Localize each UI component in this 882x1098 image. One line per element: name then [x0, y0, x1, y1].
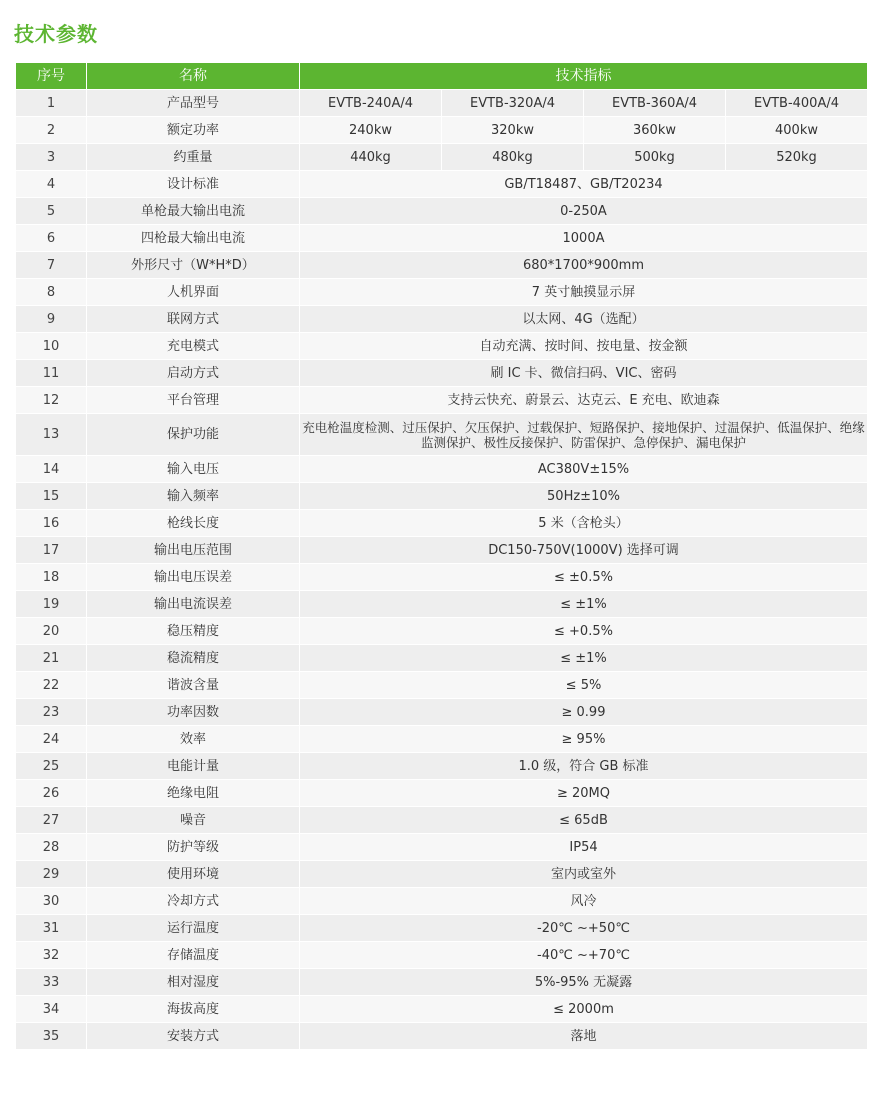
row-name: 稳流精度 — [87, 645, 300, 672]
row-name: 谐波含量 — [87, 672, 300, 699]
table-row — [16, 807, 868, 834]
row-name: 电能计量 — [87, 753, 300, 780]
table-row — [16, 564, 868, 591]
row-value: 5%-95% 无凝露 — [300, 969, 868, 996]
table-row — [16, 306, 868, 333]
table-row — [16, 618, 868, 645]
row-index: 12 — [16, 387, 87, 414]
row-value: 支持云快充、蔚景云、达克云、E 充电、欧迪森 — [300, 387, 868, 414]
page-title: 技术参数 — [14, 22, 98, 46]
row-value: 1000A — [300, 225, 868, 252]
row-name: 使用环境 — [87, 861, 300, 888]
row-value: -40℃ ~+70℃ — [300, 942, 868, 969]
row-name: 输出电流误差 — [87, 591, 300, 618]
row-index: 22 — [16, 672, 87, 699]
row-value: ≤ 5% — [300, 672, 868, 699]
row-name: 绝缘电阻 — [87, 780, 300, 807]
table-row — [16, 360, 868, 387]
row-index: 32 — [16, 942, 87, 969]
row-value: ≤ ±0.5% — [300, 564, 868, 591]
row-index: 2 — [16, 117, 87, 144]
row-name: 保护功能 — [87, 414, 300, 456]
table-row — [16, 90, 868, 117]
row-name: 约重量 — [87, 144, 300, 171]
row-name: 海拔高度 — [87, 996, 300, 1023]
row-name: 安装方式 — [87, 1023, 300, 1050]
table-header — [16, 63, 868, 90]
row-index: 29 — [16, 861, 87, 888]
row-index: 34 — [16, 996, 87, 1023]
table-row — [16, 510, 868, 537]
row-value: EVTB-360A/4 — [584, 90, 726, 117]
row-index: 35 — [16, 1023, 87, 1050]
spec-table — [15, 62, 868, 1050]
row-name: 枪线长度 — [87, 510, 300, 537]
row-index: 17 — [16, 537, 87, 564]
row-value: 充电枪温度检测、过压保护、欠压保护、过载保护、短路保护、接地保护、过温保护、低温保护、绝缘监测保护、极性反接保护、防雷保护、急停保护、漏电保护 — [300, 414, 868, 456]
row-value: ≥ 95% — [300, 726, 868, 753]
row-name: 额定功率 — [87, 117, 300, 144]
row-index: 25 — [16, 753, 87, 780]
row-index: 28 — [16, 834, 87, 861]
row-value: EVTB-400A/4 — [726, 90, 868, 117]
row-index: 30 — [16, 888, 87, 915]
row-name: 输出电压误差 — [87, 564, 300, 591]
row-name: 产品型号 — [87, 90, 300, 117]
row-value: 680*1700*900mm — [300, 252, 868, 279]
row-index: 3 — [16, 144, 87, 171]
row-index: 21 — [16, 645, 87, 672]
row-value: 240kw — [300, 117, 442, 144]
table-body — [16, 90, 868, 1050]
table-row — [16, 1023, 868, 1050]
row-value: 自动充满、按时间、按电量、按金额 — [300, 333, 868, 360]
row-index: 33 — [16, 969, 87, 996]
row-value: 7 英寸触摸显示屏 — [300, 279, 868, 306]
row-value: 360kw — [584, 117, 726, 144]
row-index: 24 — [16, 726, 87, 753]
table-row — [16, 414, 868, 456]
table-row — [16, 969, 868, 996]
row-name: 冷却方式 — [87, 888, 300, 915]
row-index: 20 — [16, 618, 87, 645]
row-name: 输入频率 — [87, 483, 300, 510]
row-name: 稳压精度 — [87, 618, 300, 645]
table-row — [16, 171, 868, 198]
row-value: AC380V±15% — [300, 456, 868, 483]
row-name: 单枪最大输出电流 — [87, 198, 300, 225]
row-name: 外形尺寸（W*H*D） — [87, 252, 300, 279]
row-index: 9 — [16, 306, 87, 333]
row-index: 15 — [16, 483, 87, 510]
row-index: 14 — [16, 456, 87, 483]
table-row — [16, 198, 868, 225]
row-value: ≤ ±1% — [300, 591, 868, 618]
table-row — [16, 672, 868, 699]
row-value: 0-250A — [300, 198, 868, 225]
header-index: 序号 — [16, 63, 87, 90]
table-row — [16, 861, 868, 888]
table-row — [16, 942, 868, 969]
row-name: 存储温度 — [87, 942, 300, 969]
row-name: 功率因数 — [87, 699, 300, 726]
row-value: 5 米（含枪头） — [300, 510, 868, 537]
table-row — [16, 537, 868, 564]
table-row — [16, 699, 868, 726]
row-name: 联网方式 — [87, 306, 300, 333]
row-value: ≤ 65dB — [300, 807, 868, 834]
row-name: 四枪最大输出电流 — [87, 225, 300, 252]
row-index: 8 — [16, 279, 87, 306]
row-index: 18 — [16, 564, 87, 591]
row-value: 320kw — [442, 117, 584, 144]
row-index: 13 — [16, 414, 87, 456]
row-value: -20℃ ~+50℃ — [300, 915, 868, 942]
row-value: 400kw — [726, 117, 868, 144]
table-row — [16, 117, 868, 144]
row-value: 480kg — [442, 144, 584, 171]
row-value: EVTB-240A/4 — [300, 90, 442, 117]
header-name: 名称 — [87, 63, 300, 90]
row-value: ≤ ±1% — [300, 645, 868, 672]
row-index: 1 — [16, 90, 87, 117]
table-row — [16, 387, 868, 414]
row-index: 4 — [16, 171, 87, 198]
row-value: 以太网、4G（选配） — [300, 306, 868, 333]
row-name: 噪音 — [87, 807, 300, 834]
row-value: ≤ +0.5% — [300, 618, 868, 645]
table-row — [16, 996, 868, 1023]
table-row — [16, 726, 868, 753]
row-value: 落地 — [300, 1023, 868, 1050]
row-index: 7 — [16, 252, 87, 279]
row-value: 500kg — [584, 144, 726, 171]
row-index: 27 — [16, 807, 87, 834]
row-value: 440kg — [300, 144, 442, 171]
table-row — [16, 645, 868, 672]
row-value: 1.0 级，符合 GB 标准 — [300, 753, 868, 780]
table-row — [16, 915, 868, 942]
row-value: 室内或室外 — [300, 861, 868, 888]
row-index: 23 — [16, 699, 87, 726]
row-value: ≥ 0.99 — [300, 699, 868, 726]
row-index: 26 — [16, 780, 87, 807]
row-index: 16 — [16, 510, 87, 537]
row-index: 11 — [16, 360, 87, 387]
row-index: 6 — [16, 225, 87, 252]
table-row — [16, 888, 868, 915]
row-name: 运行温度 — [87, 915, 300, 942]
row-name: 启动方式 — [87, 360, 300, 387]
row-index: 31 — [16, 915, 87, 942]
table-row — [16, 279, 868, 306]
table-row — [16, 753, 868, 780]
row-value: ≤ 2000m — [300, 996, 868, 1023]
header-spec: 技术指标 — [300, 63, 868, 90]
row-value: 风冷 — [300, 888, 868, 915]
row-value: DC150-750V(1000V) 选择可调 — [300, 537, 868, 564]
row-name: 人机界面 — [87, 279, 300, 306]
table-row — [16, 144, 868, 171]
table-row — [16, 780, 868, 807]
row-index: 5 — [16, 198, 87, 225]
table-row — [16, 456, 868, 483]
row-value: 50Hz±10% — [300, 483, 868, 510]
row-name: 输出电压范围 — [87, 537, 300, 564]
row-value: IP54 — [300, 834, 868, 861]
table-row — [16, 252, 868, 279]
row-name: 相对湿度 — [87, 969, 300, 996]
row-name: 充电模式 — [87, 333, 300, 360]
row-value: 520kg — [726, 144, 868, 171]
row-name: 效率 — [87, 726, 300, 753]
table-row — [16, 591, 868, 618]
row-name: 防护等级 — [87, 834, 300, 861]
row-value: 刷 IC 卡、微信扫码、VIC、密码 — [300, 360, 868, 387]
row-value: GB/T18487、GB/T20234 — [300, 171, 868, 198]
row-index: 10 — [16, 333, 87, 360]
row-value: EVTB-320A/4 — [442, 90, 584, 117]
row-value: ≥ 20MQ — [300, 780, 868, 807]
row-name: 平台管理 — [87, 387, 300, 414]
row-name: 输入电压 — [87, 456, 300, 483]
table-row — [16, 483, 868, 510]
row-name: 设计标准 — [87, 171, 300, 198]
table-row — [16, 333, 868, 360]
table-row — [16, 834, 868, 861]
header-row — [16, 63, 868, 90]
table-row — [16, 225, 868, 252]
row-index: 19 — [16, 591, 87, 618]
